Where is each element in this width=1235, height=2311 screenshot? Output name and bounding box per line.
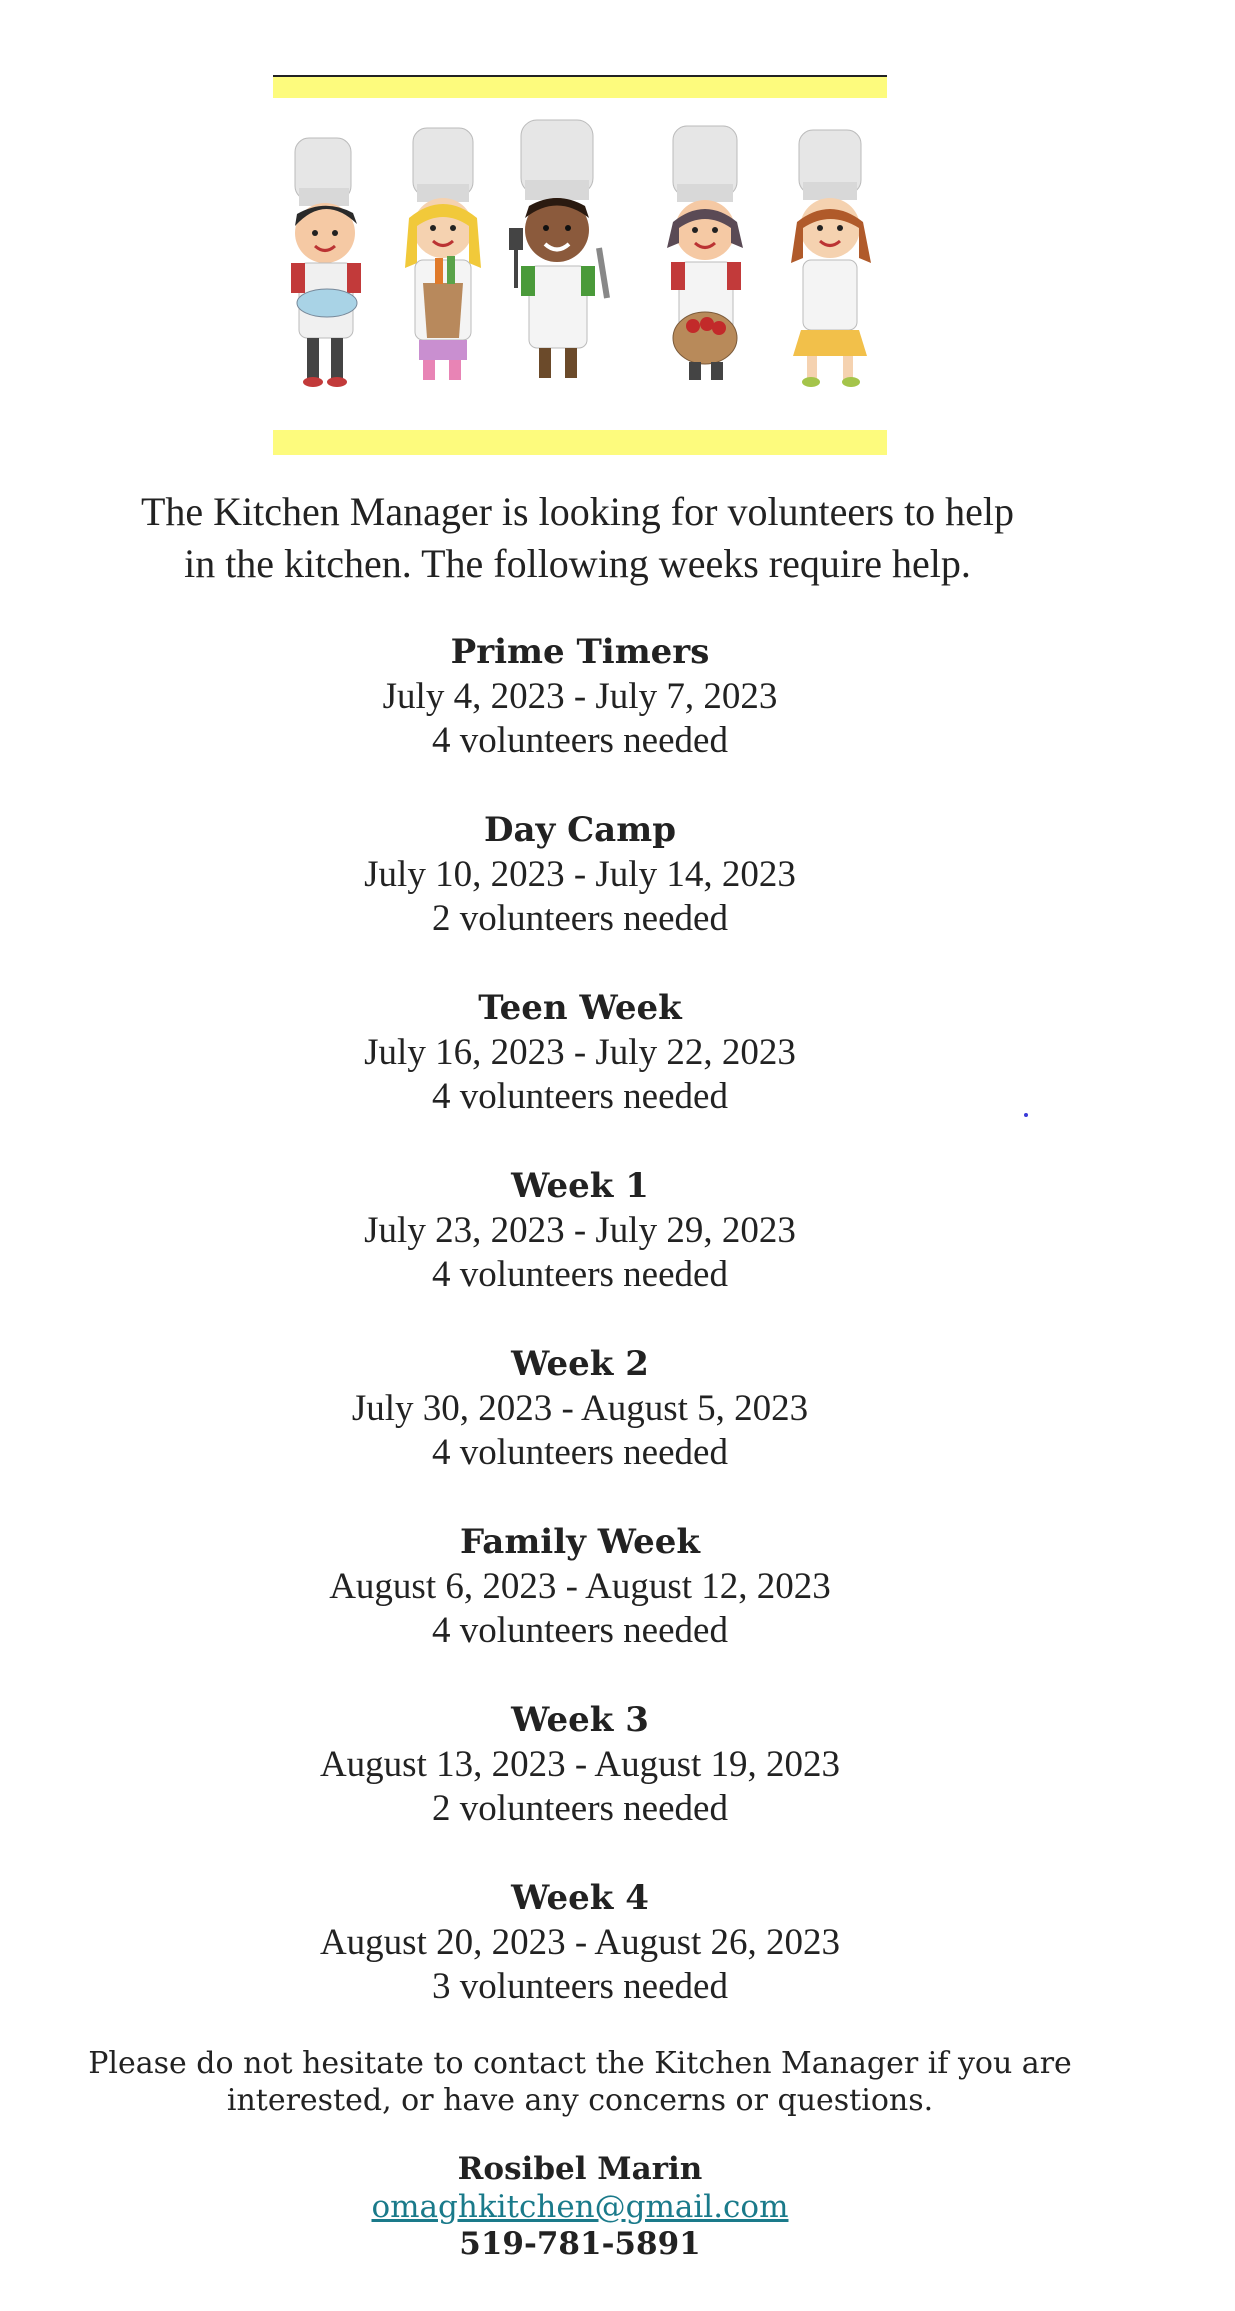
week-name: Week 1 — [511, 1166, 649, 1206]
week-name: Family Week — [460, 1522, 700, 1562]
week-block — [0, 808, 1160, 986]
week-name: Week 3 — [511, 1700, 649, 1740]
chef-kids-illustration — [273, 98, 887, 432]
banner-top-stripe — [273, 77, 887, 98]
week-block — [0, 986, 1160, 1164]
chef-kid-2 — [405, 128, 481, 380]
week-name: Prime Timers — [450, 632, 710, 672]
week-volunteers-needed: 4 volunteers needed — [432, 1432, 728, 1473]
week-volunteers-needed: 2 volunteers needed — [432, 1788, 728, 1829]
contact-note — [60, 2045, 1100, 2119]
week-block — [0, 1876, 1160, 2054]
week-block — [0, 1342, 1160, 1520]
week-block — [0, 630, 1160, 808]
week-volunteers-needed: 4 volunteers needed — [432, 1076, 728, 1117]
week-dates: July 4, 2023 - July 7, 2023 — [382, 676, 778, 717]
weeks-list — [0, 630, 1160, 2054]
contact-signature — [0, 2150, 1160, 2262]
contact-phone: 519-781-5891 — [459, 2226, 701, 2262]
contact-email-link[interactable]: omaghkitchen@gmail.com — [371, 2189, 789, 2225]
week-block — [0, 1164, 1160, 1342]
week-dates: August 20, 2023 - August 26, 2023 — [319, 1922, 841, 1963]
banner-bottom-stripe — [273, 430, 887, 455]
week-dates: August 13, 2023 - August 19, 2023 — [319, 1744, 841, 1785]
contact-name: Rosibel Marin — [457, 2151, 703, 2187]
contact-line-1: Please do not hesitate to contact the Kitchen Manager if you are — [88, 2046, 1072, 2081]
contact-line-2: interested, or have any concerns or questions. — [226, 2083, 934, 2118]
week-volunteers-needed: 3 volunteers needed — [432, 1966, 728, 2007]
week-name: Day Camp — [484, 810, 676, 850]
week-dates: July 23, 2023 - July 29, 2023 — [364, 1210, 796, 1251]
chef-kid-5 — [791, 130, 871, 387]
week-block — [0, 1520, 1160, 1698]
week-name: Week 4 — [511, 1878, 649, 1918]
intro-line-2: in the kitchen. The following weeks require help. — [184, 541, 971, 586]
chef-kids-banner — [273, 75, 887, 455]
chef-kid-4 — [667, 126, 743, 380]
week-block — [0, 1698, 1160, 1876]
week-name: Teen Week — [478, 988, 682, 1028]
week-volunteers-needed: 4 volunteers needed — [432, 1610, 728, 1651]
week-name: Week 2 — [511, 1344, 649, 1384]
intro-text — [60, 486, 1095, 590]
week-volunteers-needed: 4 volunteers needed — [432, 720, 728, 761]
stray-dot — [1024, 1113, 1028, 1117]
week-dates: July 30, 2023 - August 5, 2023 — [351, 1388, 809, 1429]
chef-kid-3 — [509, 120, 607, 378]
week-volunteers-needed: 2 volunteers needed — [432, 898, 728, 939]
chef-kid-1 — [291, 138, 361, 387]
week-dates: July 16, 2023 - July 22, 2023 — [364, 1032, 796, 1073]
week-dates: July 10, 2023 - July 14, 2023 — [364, 854, 796, 895]
intro-line-1: The Kitchen Manager is looking for volunteers to help — [140, 489, 1015, 534]
week-dates: August 6, 2023 - August 12, 2023 — [329, 1566, 831, 1607]
week-volunteers-needed: 4 volunteers needed — [432, 1254, 728, 1295]
